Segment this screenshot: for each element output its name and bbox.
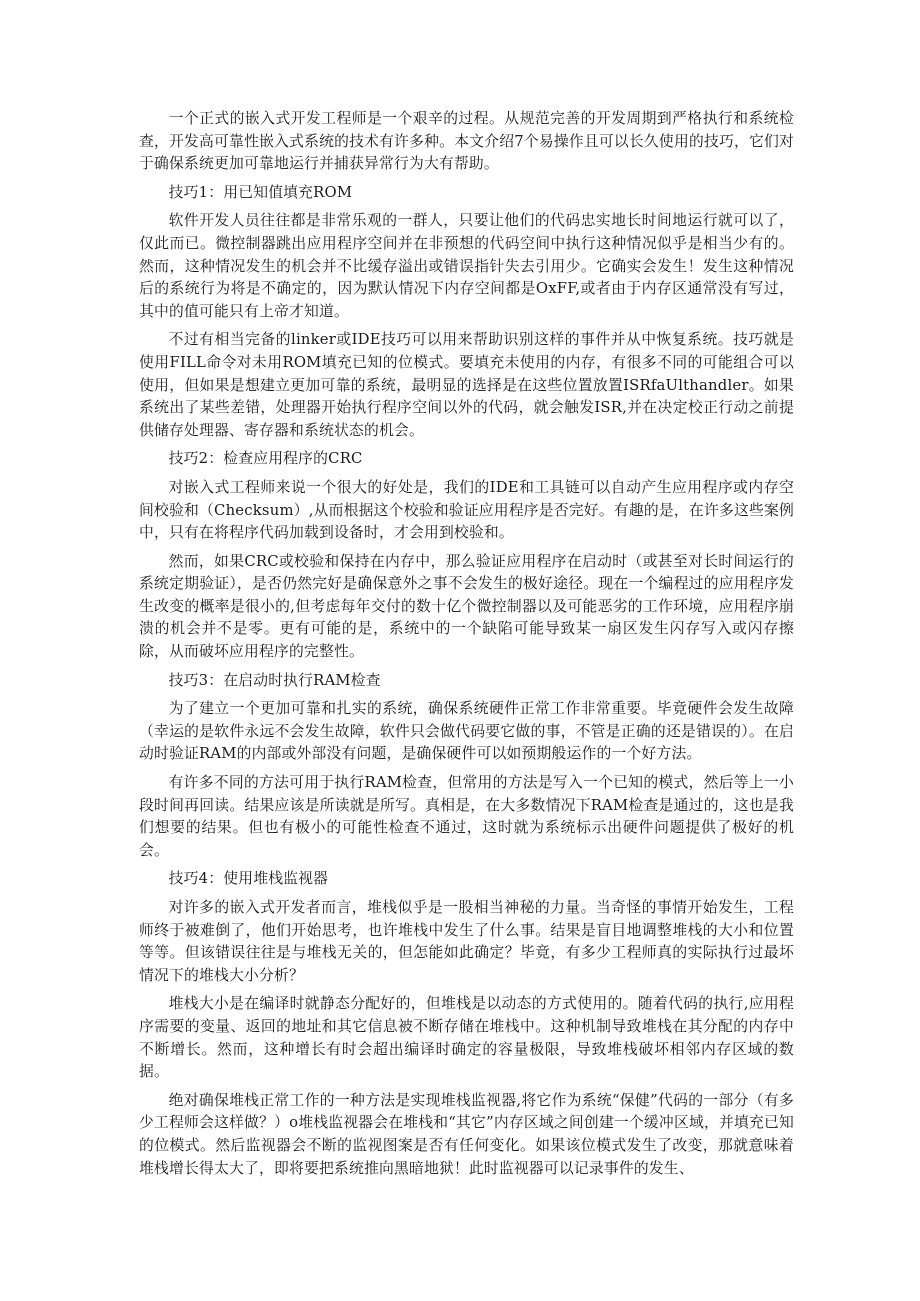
paragraph: 堆栈大小是在编译时就静态分配好的，但堆栈是以动态的方式使用的。随着代码的执行,应用程序需要的变量、返回的地址和其它信息被不断存储在堆栈中。这种机制导致堆栈在其分配的内存中不断增长。然而，这种增长有时会超出编译时确定的容量极限，导致堆栈破坏相邻内存区域的数据。 xyxy=(139,995,794,1081)
section-heading-tip-2: 技巧2：检查应用程序的CRC xyxy=(168,450,363,468)
paragraph: 有许多不同的方法可用于执行RAM检查，但常用的方法是写入一个已知的模式，然后等上一小段时间再回读。结果应该是所读就是所写。真相是，在大多数情况下RAM检查是通过的，这也是我们想要的结果。但也有极小的可能性检查不通过，这时就为系统标示出硬件问题提供了极好的机会。 xyxy=(139,774,794,859)
paragraph: 为了建立一个更加可靠和扎实的系统，确保系统硬件正常工作非常重要。毕竟硬件会发生故障（幸运的是软件永远不会发生故障，软件只会做代码要它做的事，不管是正确的还是错误的）。在启动时验证RAM的内部或外部没有问题，是确保硬件可以如预期般运作的一个好方法。 xyxy=(139,700,794,763)
section-heading-tip-4: 技巧4：使用堆栈监视器 xyxy=(168,870,329,888)
paragraph: 绝对确保堆栈正常工作的一种方法是实现堆栈监视器,将它作为系统“保健”代码的一部分（有多少工程师会这样做？）o堆栈监视器会在堆栈和“其它”内存区域之间创建一个缓冲区域，并填充已知的位模式。然后监视器会不断的监视图案是否有任何变化。如果该位模式发生了改变，那就意味着堆栈增长得太大了，即将要把系统推向黑暗地狱！此时监视器可以记录事件的发生、 xyxy=(139,1091,794,1177)
section-heading-tip-3: 技巧3：在启动时执行RAM检查 xyxy=(168,671,381,689)
section-heading-tip-1: 技巧1：用已知值填充ROM xyxy=(168,183,353,201)
document-body xyxy=(139,108,794,1186)
paragraph: 对许多的嵌入式开发者而言，堆栈似乎是一股相当神秘的力量。当奇怪的事情开始发生，工程师终于被难倒了，他们开始思考，也许堆栈中发生了什么事。结果是盲目地调整堆栈的大小和位置等等。但该错误往往是与堆栈无关的，但怎能如此确定？毕竟，有多少工程师真的实际执行过最坏情况下的堆栈大小分析？ xyxy=(139,899,794,984)
paragraph: 不过有相当完备的linker或IDE技巧可以用来帮助识别这样的事件并从中恢复系统。技巧就是使用FILL命令对未用ROM填充已知的位模式。要填充未使用的内存，有很多不同的可能组合可以使用，但如果是想建立更加可靠的系统，最明显的选择是在这些位置放置ISRfaUlthandler。如果系统出了某些差错，处理器开始执行程序空间以外的代码，就会触发ISR,并在决定校正行动之前提供储存处理器、寄存器和系统状态的机会。 xyxy=(139,331,794,439)
paragraph: 对嵌入式工程师来说一个很大的好处是，我们的IDE和工具链可以自动产生应用程序或内存空间校验和（Checksum）,从而根据这个校验和验证应用程序是否完好。有趣的是，在许多这些案例中，只有在将程序代码加载到设备时，才会用到校验和。 xyxy=(139,478,794,542)
intro-paragraph: 一个正式的嵌入式开发工程师是一个艰辛的过程。从规范完善的开发周期到严格执行和系统检查，开发高可靠性嵌入式系统的技术有许多种。本文介绍7个易操作且可以长久使用的技巧，它们对于确保系统更加可靠地运行并捕获异常行为大有帮助。 xyxy=(139,110,794,173)
paragraph: 软件开发人员往往都是非常乐观的一群人，只要让他们的代码忠实地长时间地运行就可以了，仅此而已。微控制器跳出应用程序空间并在非预想的代码空间中执行这种情况似乎是相当少有的。然而，这种情况发生的机会并不比缓存溢出或错误指针失去引用少。它确实会发生！发生这种情况后的系统行为将是不确定的，因为默认情况下内存空间都是OxFF,或者由于内存区通常没有写过，其中的值可能只有上帝才知道。 xyxy=(139,212,794,320)
paragraph: 然而，如果CRC或校验和保持在内存中，那么验证应用程序在启动时（或甚至对长时间运行的系统定期验证），是否仍然完好是确保意外之事不会发生的极好途径。现在一个编程过的应用程序发生改变的概率是很小的,但考虑每年交付的数十亿个微控制器以及可能恶劣的工作环境，应用程序崩溃的机会并不是零。更有可能的是，系统中的一个缺陷可能导致某一扇区发生闪存写入或闪存擦除，从而破坏应用程序的完整性。 xyxy=(139,552,794,661)
